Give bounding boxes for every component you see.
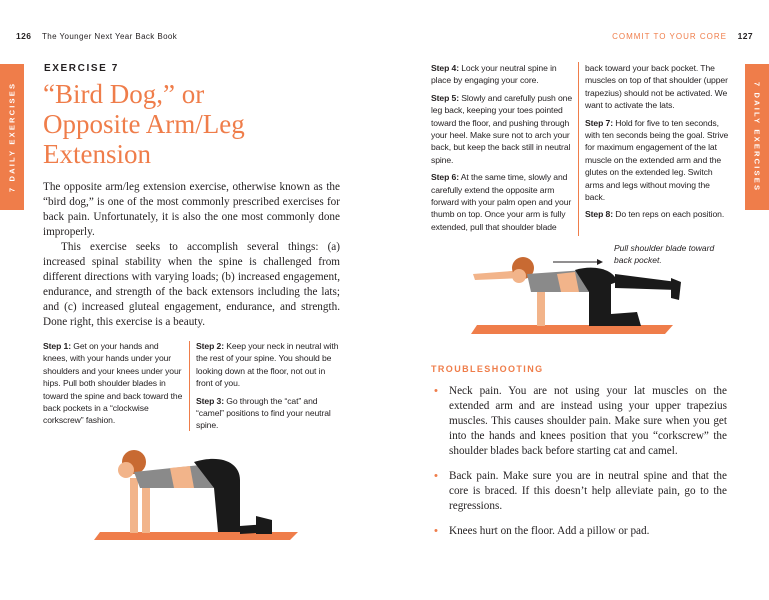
right-steps-col-2 [585,62,729,226]
intro-paragraph-2: This exercise seeks to accomplish several things: (a) increased spinal stability when the spine is challenged from different directions with varying loads; (b) increased engagement, endurance, and strength of the back extensors including the lats; and (c) increased gluteal engagement, endurance, and strength. Done right, this exercise is a beauty. [43,241,340,328]
left-folio [16,31,177,41]
exercise-title: “Bird Dog,” or Opposite Arm/Leg Extension [43,79,245,169]
right-running-head: COMMIT TO YOUR CORE [612,32,727,41]
list-item: • Back pain. Make sure you are in neutral spine and that the core is braced. If this doesn’t help alleviate pain, go to the regressions. [434,470,727,512]
person-all-fours-illustration [90,440,310,545]
step-4: Step 4: Lock your neutral spine in place by engaging your core. [431,63,557,86]
list-item: • Knees hurt on the floor. Add a pillow or pad. [434,525,650,537]
left-steps-col-2 [196,340,340,437]
right-steps-col-1 [431,62,575,238]
list-item: • Neck pain. You are not using your lat muscles on the extended arm and are instead using your upper trapezius muscles. This causes shoulder pain. Make sure when you get into the hands and knees position that you “corkscrew” the shoulder blades back before starting cat and camel. [434,385,727,457]
illustration-caption: Pull shoulder blade toward back pocket. [614,243,715,265]
step-8: Step 8: Do ten reps on each position. [585,209,725,220]
left-side-tab-label: 7 DAILY EXERCISES [7,81,17,193]
right-page-number: 127 [737,31,753,41]
step-2: Step 2: Keep your neck in neutral with the rest of your spine. You should be looking down at the floor, not out in front of you. [196,341,339,389]
right-folio [612,31,753,41]
left-side-tab [0,64,24,210]
right-side-tab [745,64,769,210]
intro-text [43,180,340,330]
bullet-icon: • [434,385,438,397]
step-6: Step 6: At the same time, slowly and carefully extend the opposite arm forward with your palm open and your thumb on top. Once your arm is fully extended, pull that shoulder blade [431,172,572,232]
right-side-tab-label: 7 DAILY EXERCISES [752,81,762,193]
left-page-number: 126 [16,31,32,41]
exercise-label: EXERCISE 7 [44,63,119,74]
step-1: Step 1: Get on your hands and knees, with your hands under your shoulders and your knees under your hips. Pull both shoulder blades in toward the spine and back toward the back pockets in a “clockwise corkscrew” fashion. [43,341,183,426]
column-divider [578,62,579,236]
step-5: Step 5: Slowly and carefully push one leg back, keeping your toes pointed toward the floor, and pushing through your heel. Make sure not to arch your back, but keep the back still in neutral spine. [431,92,573,165]
person-bird-dog-illustration [465,248,695,340]
left-running-head: The Younger Next Year Back Book [42,32,178,41]
arrow-right-icon [553,259,603,265]
column-divider [189,341,190,431]
step-7: Step 7: Hold for five to ten seconds, with ten seconds being the goal. Strive for maximum engagement of the lat muscle on the extended arm and the glutes on the extended leg. Switch arms and legs without moving the back. [585,117,729,203]
intro-paragraph-1: The opposite arm/leg extension exercise, otherwise known as the “bird dog,” is one of the most commonly prescribed exercises for back pain. Unfortunately, it is also the one most commonly done improperly. [43,181,340,238]
troubleshooting-heading: TROUBLESHOOTING [431,364,544,374]
bullet-icon: • [434,470,438,482]
bullet-icon: • [434,525,438,537]
left-steps-col-1 [43,340,183,432]
step-3: Step 3: Go through the “cat” and “camel” positions to find your neutral spine. [196,395,331,431]
step-6-continued: back toward your back pocket. The muscles on top of that shoulder (upper trapezius) should not be activated. We want to activate the lats. [585,63,728,111]
troubleshooting-list [431,384,727,549]
